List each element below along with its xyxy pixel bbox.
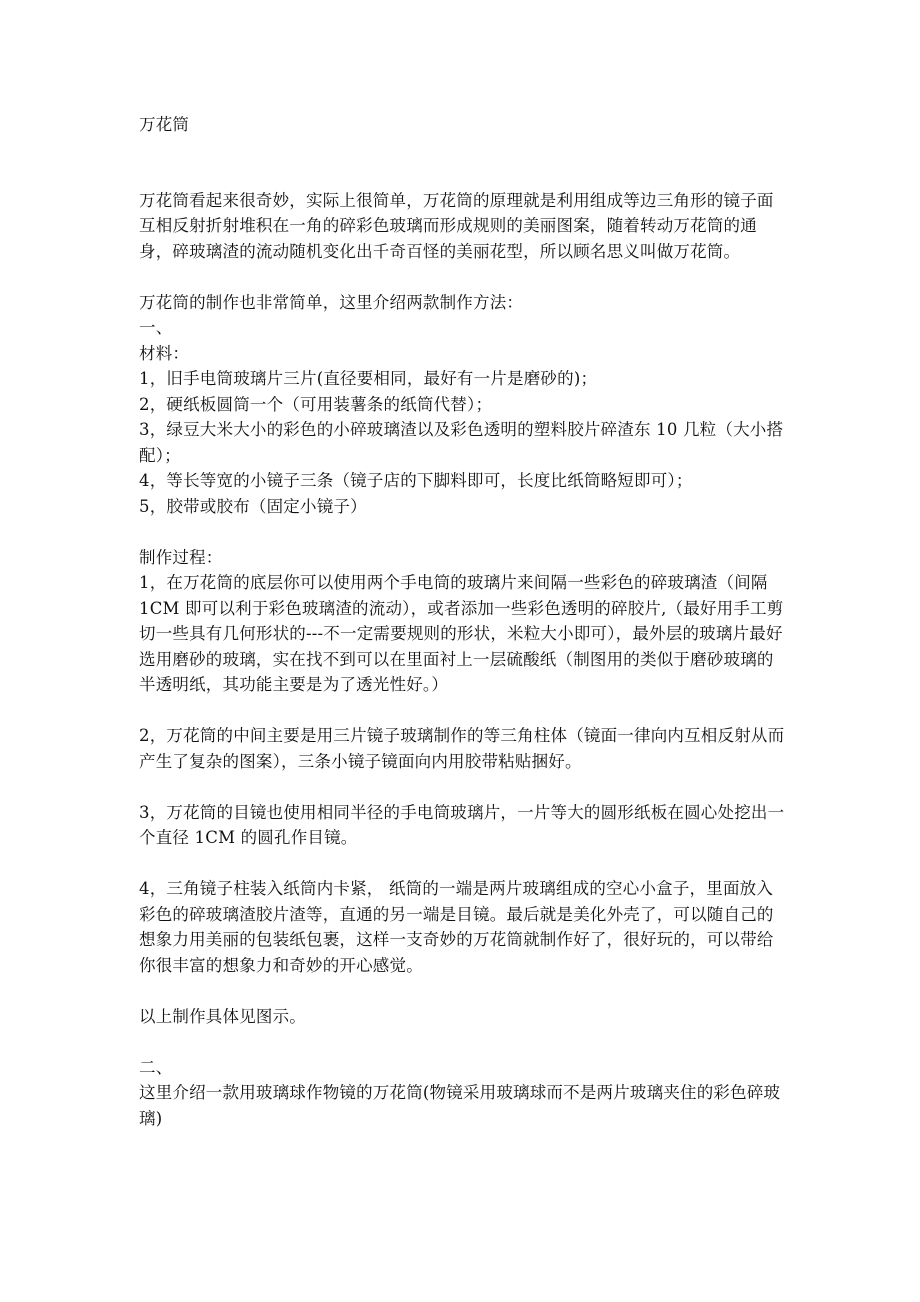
material-item-3: 3，绿豆大米大小的彩色的小碎玻璃渣以及彩色透明的塑料胶片碎渣东 10 几粒（大小搭配）；: [139, 420, 784, 465]
material-item-2: 2，硬纸板圆筒一个（可用装薯条的纸筒代替）；: [139, 394, 493, 414]
process-step-1: 1，在万花筒的底层你可以使用两个手电筒的玻璃片来间隔一些彩色的碎玻璃渣（间隔 1CM 即可以利于彩色玻璃渣的流动），或者添加一些彩色透明的碎胶片,（最好用手工剪切一些具有几何形状的---不一定需要规则的形状，米粒大小即可），最外层的玻璃片最好选用磨砂的玻璃，实在找不到可以在里面衬上一层硫酸纸（制图用的类似于磨砂玻璃的半透明纸，其功能主要是为了透光性好。）: [139, 573, 784, 694]
section-two-intro: 这里介绍一款用玻璃球作物镜的万花筒(物镜采用玻璃球而不是两片玻璃夹住的彩色碎玻璃): [139, 1083, 781, 1128]
spacer: [139, 698, 789, 724]
process-step-4: 4，三角镜子柱装入纸筒内卡紧， 纸筒的一端是两片玻璃组成的空心小盒子，里面放入彩色的碎玻璃渣胶片渣等，直通的另一端是目镜。最后就是美化外壳了，可以随自己的想象力用美丽的包装纸包裹，这样一支奇妙的万花筒就制作好了，很好玩的，可以带给你很丰富的想象力和奇妙的开心感觉。: [139, 879, 774, 975]
material-item-4: 4，等长等宽的小镜子三条（镜子店的下脚料即可，长度比纸筒略短即可）；: [139, 471, 693, 490]
materials-heading: 材料：: [139, 343, 190, 363]
section-one-heading: 一、: [139, 318, 173, 337]
process-step-3: 3，万花筒的目镜也使用相同半径的手电筒玻璃片，一片等大的圆形纸板在圆心处挖出一个直径 1CM 的圆孔作目镜。: [139, 802, 785, 847]
figure-note: 以上制作具体见图示。: [139, 1006, 306, 1026]
spacer: [139, 851, 789, 877]
spacer: [139, 519, 789, 545]
section-two-heading: 二、: [139, 1057, 173, 1077]
intro-paragraph: 万花筒看起来很奇妙，实际上很简单，万花筒的原理就是利用组成等边三角形的镜子面互相反射折射堆积在一角的碎彩色玻璃而形成规则的美丽图案，随着转动万花筒的通身，碎玻璃渣的流动随机变化出千奇百怪的美丽花型，所以顾名思义叫做万花筒。: [139, 190, 774, 261]
document-title: 万花筒: [139, 115, 190, 134]
spacer: [139, 978, 789, 1004]
methods-intro: 万花筒的制作也非常简单，这里介绍两款制作方法：: [139, 292, 524, 312]
spacer: [139, 138, 789, 188]
material-item-5: 5，胶带或胶布（固定小镜子）: [139, 496, 367, 516]
document-body: [139, 112, 789, 1131]
process-heading: 制作过程：: [139, 547, 223, 567]
spacer: [139, 264, 789, 290]
spacer: [139, 1029, 789, 1055]
process-step-2: 2，万花筒的中间主要是用三片镜子玻璃制作的等三角柱体（镜面一律向内互相反射从而产生了复杂的图案），三条小镜子镜面向内用胶带粘贴捆好。: [139, 726, 785, 771]
material-item-1: 1，旧手电筒玻璃片三片(直径要相同，最好有一片是磨砂的)；: [139, 369, 598, 388]
spacer: [139, 774, 789, 800]
